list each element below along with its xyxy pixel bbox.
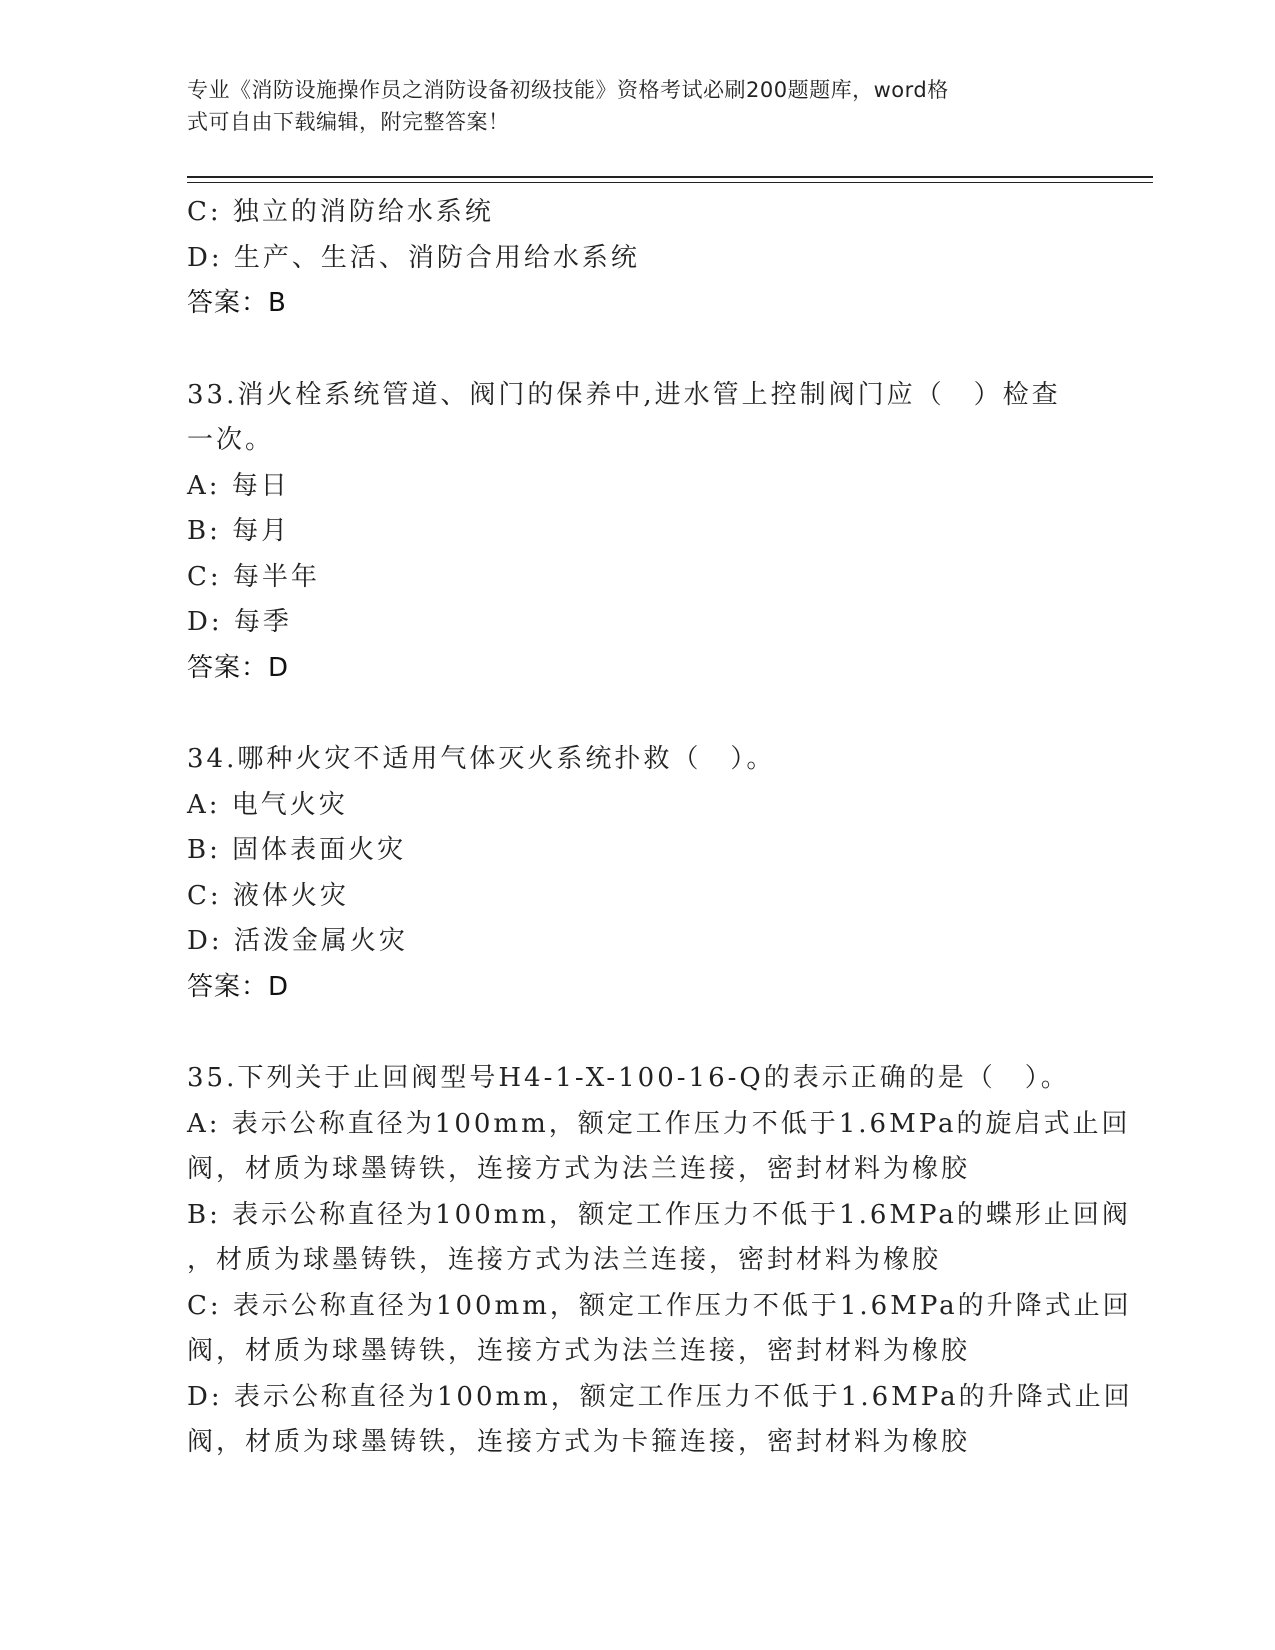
- option-d-continued: 阀，材质为球墨铸铁，连接方式为卡箍连接，密封材料为橡胶: [187, 1427, 971, 1457]
- option-b-continued: ，材质为球墨铸铁，连接方式为法兰连接，密封材料为橡胶: [187, 1245, 942, 1275]
- header-title-line-2: 式可自由下载编辑，附完整答案！: [187, 110, 510, 134]
- option-b: B: 固体表面火灾: [187, 835, 407, 865]
- option-c: C: 表示公称直径为100mm，额定工作压力不低于1.6MPa的升降式止回: [187, 1290, 1132, 1321]
- option-a: A: 表示公称直径为100mm，额定工作压力不低于1.6MPa的旋启式止回: [187, 1108, 1131, 1139]
- question-stem: 33.消火栓系统管道、阀门的保养中,进水管上控制阀门应（ ）检查: [187, 379, 1061, 410]
- spacer: [187, 1010, 1087, 1056]
- question-stem-continued: 一次。: [187, 425, 275, 455]
- spacer: [187, 327, 1087, 373]
- header-divider-thick: [187, 176, 1153, 178]
- question-stem: 35.下列关于止回阀型号H4-1-X-100-16-Q的表示正确的是（ ）。: [187, 1063, 1070, 1093]
- option-a: A: 电气火灾: [187, 789, 348, 820]
- question-34: [187, 737, 1087, 1010]
- option-c-continued: 阀，材质为球墨铸铁，连接方式为法兰连接，密封材料为橡胶: [187, 1336, 971, 1366]
- question-35: [187, 1056, 1133, 1466]
- option-d: D: 每季: [187, 607, 292, 637]
- question-stem: 34.哪种火灾不适用气体灭火系统扑救（ ）。: [187, 744, 776, 774]
- answer-label: 答案：B: [187, 288, 287, 318]
- header-title-line-1: 专业《消防设施操作员之消防设备初级技能》资格考试必刷200题题库，word格: [187, 78, 949, 102]
- option-d: D: 表示公称直径为100mm，额定工作压力不低于1.6MPa的升降式止回: [187, 1381, 1133, 1412]
- option-d: D: 活泼金属火灾: [187, 926, 408, 956]
- document-header: [187, 74, 1067, 138]
- answer-label: 答案：D: [187, 652, 290, 683]
- option-d: D: 生产、生活、消防合用给水系统: [187, 242, 640, 273]
- option-a: A: 每日: [187, 470, 290, 501]
- question-33: [187, 373, 1087, 692]
- option-a-continued: 阀，材质为球墨铸铁，连接方式为法兰连接，密封材料为橡胶: [187, 1154, 971, 1184]
- spacer: [187, 691, 1087, 737]
- question-prev-tail: [187, 190, 1087, 327]
- option-b: B: 每月: [187, 516, 291, 546]
- option-c: C: 每半年: [187, 561, 320, 592]
- option-c: C: 液体火灾: [187, 880, 349, 911]
- answer-label: 答案：D: [187, 971, 290, 1002]
- question-list: [187, 190, 1133, 1466]
- header-divider-thin: [187, 182, 1153, 183]
- option-c: C: 独立的消防给水系统: [187, 197, 494, 227]
- option-b: B: 表示公称直径为100mm，额定工作压力不低于1.6MPa的蝶形止回阀: [187, 1199, 1131, 1230]
